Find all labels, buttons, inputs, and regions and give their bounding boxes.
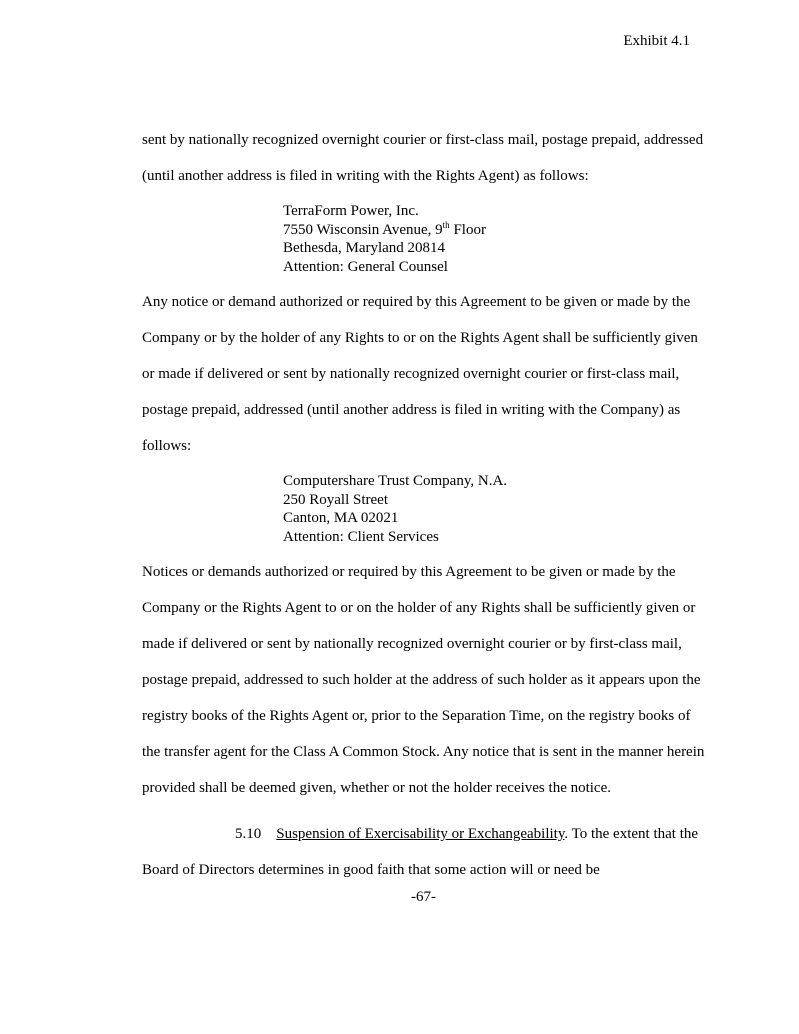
section-continuation-text: that the Board of Directors determines in good faith that some action will or need be	[142, 826, 699, 878]
rights-agent-street-line: 250 Royall Street	[283, 491, 388, 508]
section-number: 5.10	[235, 826, 262, 842]
paragraph-notice-to-rights-agent: sent by nationally recognized overnight courier or first-class mail, postage prepaid, addressed (until another address is filed in writing with the Rights Agent) as follows:	[142, 132, 704, 184]
rights-agent-address-block	[283, 472, 705, 546]
ordinal-superscript: th	[442, 219, 450, 230]
section-heading-trailing-text: . To the extent	[564, 826, 654, 842]
company-address-block	[283, 202, 705, 276]
exhibit-label: Exhibit 4.1	[623, 33, 690, 49]
rights-agent-attention-line: Attention: Client Services	[283, 528, 439, 545]
company-city-line: Bethesda, Maryland 20814	[283, 240, 446, 256]
section-heading: Suspension of Exercisability or Exchangeability	[276, 826, 565, 842]
company-street-suffix-text: Floor	[449, 221, 486, 238]
page-number: -67-	[411, 889, 436, 905]
company-attention-line: Attention: General Counsel	[283, 258, 448, 275]
paragraph-notice-to-company: Any notice or demand authorized or required by this Agreement to be given or made by the Company or by the holder of any Rights to or on the Rights Agent shall be sufficiently given or made if delivered or sent by nationally recognized overnight courier or first-class mail, postage prepaid, addressed (until another address is filed in writing with the Company) as follows:	[142, 294, 698, 454]
rights-agent-city-line: Canton, MA 02021	[283, 510, 399, 526]
company-name-line: TerraForm Power, Inc.	[283, 203, 419, 219]
company-street-text: 7550 Wisconsin Avenue, 9	[283, 221, 443, 238]
section-510-paragraph	[142, 816, 705, 888]
paragraph-notice-to-holders: Notices or demands authorized or required by this Agreement to be given or made by the Company or the Rights Agent to or on the holder of any Rights shall be sufficiently given or made if delivered or sent by nationally recognized overnight courier or by first-class mail, postage prepaid, addressed to such holder at the address of such holder as it appears upon the registry books of the Rights Agent or, prior to the Separation Time, on the registry books of the transfer agent for the Class A Common Stock. Any notice that is sent in the manner herein provided shall be deemed given, whether or not the holder receives the notice.	[142, 564, 705, 796]
rights-agent-name-line: Computershare Trust Company, N.A.	[283, 473, 508, 489]
company-street-line	[283, 221, 705, 240]
